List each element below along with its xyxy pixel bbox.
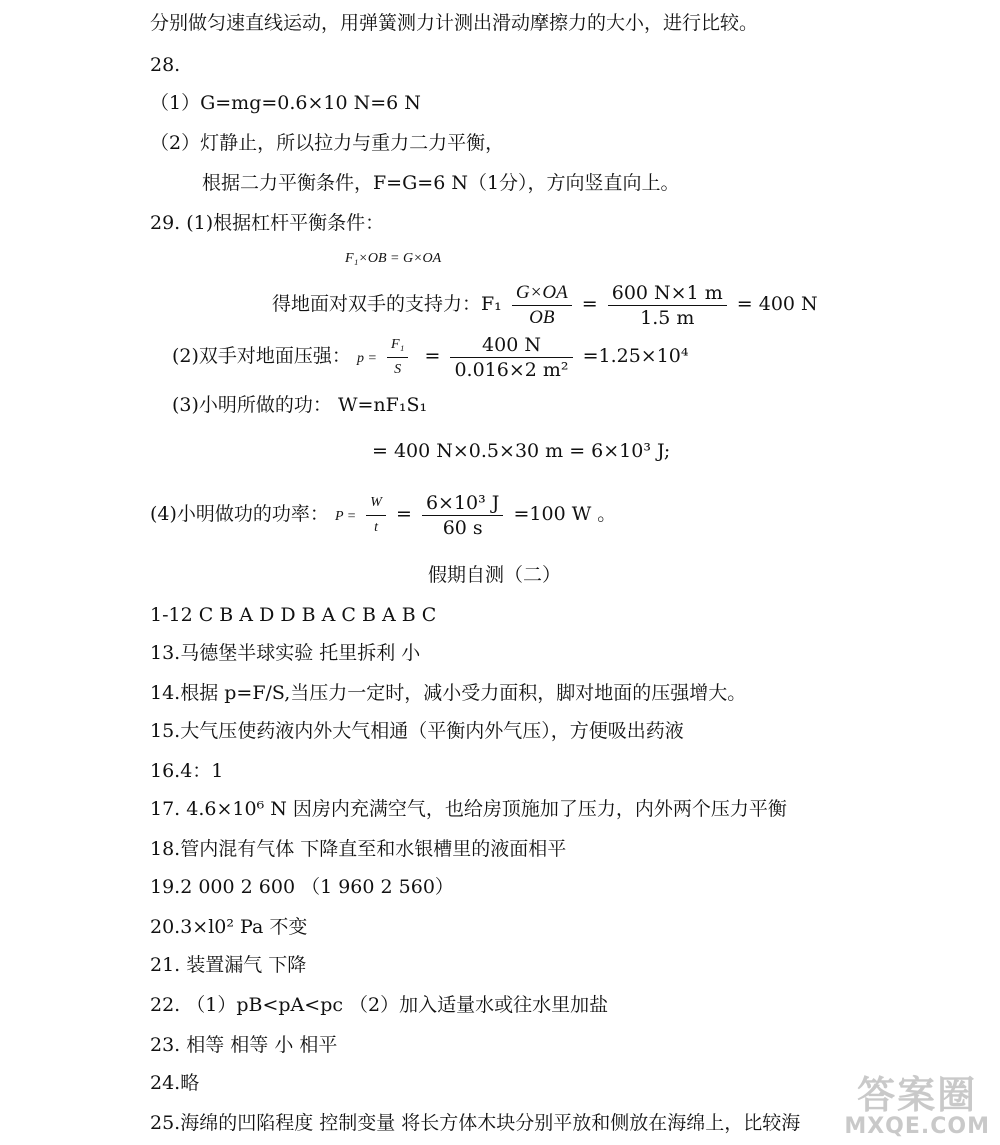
answer-19: 19.2 000 2 600 （1 960 2 560） <box>150 876 454 898</box>
answer-28-2: （2）灯静止，所以拉力与重力二力平衡， <box>150 132 505 154</box>
fraction-denominator: 60 s <box>422 515 503 540</box>
answer-28-2-continued: 根据二力平衡条件，F=G=6 N（1分），方向竖直向上。 <box>202 172 680 194</box>
fraction-numerator: G×OA <box>515 281 568 303</box>
answer-18: 18.管内混有气体 下降直至和水银槽里的液面相平 <box>150 838 567 860</box>
watermark-logo <box>844 1075 990 1139</box>
watermark-text: 答案圈 <box>857 1073 978 1117</box>
fraction-denominator: t <box>366 515 386 540</box>
fraction-denominator: OB <box>512 305 572 330</box>
fraction-numerator: F₁ <box>390 336 405 352</box>
support-force-label: 得地面对双手的支持力：F₁ <box>272 293 502 315</box>
answer-21: 21. 装置漏气 下降 <box>150 954 307 976</box>
power-equation <box>150 488 616 543</box>
fraction-numeric-power <box>422 491 503 540</box>
answer-13: 13.马德堡半球实验 托里拆利 小 <box>150 642 421 664</box>
power-label: (4)小明做功的功率： <box>150 503 329 525</box>
answer-25: 25.海绵的凹陷程度 控制变量 将长方体木块分别平放和侧放在海绵上，比较海 <box>150 1112 801 1134</box>
fraction-g-oa-over-ob <box>512 281 572 330</box>
answer-24: 24.略 <box>150 1072 200 1094</box>
answer-15: 15.大气压使药液内外大气相通（平衡内外气压），方便吸出药液 <box>150 720 684 742</box>
lever-equation: F₁×OB = G×OA <box>345 251 442 266</box>
pressure-label: (2)双手对地面压强： <box>172 345 351 367</box>
answer-28-1: （1）G=mg=0.6×10 N=6 N <box>150 92 421 114</box>
fraction-denominator: 1.5 m <box>608 305 727 330</box>
pressure-equation <box>172 330 689 385</box>
pressure-result: =1.25×10⁴ <box>582 345 689 367</box>
fraction-denominator: S <box>387 357 408 382</box>
answer-22: 22. （1）pB<pA<pc （2）加入适量水或往水里加盐 <box>150 994 609 1016</box>
equals-sign: = <box>418 345 441 367</box>
fraction-denominator: 0.016×2 m² <box>450 357 572 382</box>
work-equation: (3)小明所做的功： W=nF₁S₁ <box>172 394 428 416</box>
watermark-url: MXQE.COM <box>844 1114 990 1139</box>
section-title: 假期自测（二） <box>428 564 562 586</box>
answer-16: 16.4：1 <box>150 760 224 782</box>
answer-17: 17. 4.6×10⁶ N 因房内充满空气，也给房顶施加了压力，内外两个压力平衡 <box>150 798 787 820</box>
support-force-equation <box>272 278 818 330</box>
fraction-numeric-pressure <box>450 333 572 382</box>
fraction-w-over-t <box>366 491 386 540</box>
answers-1-12: 1-12 C B A D D B A C B A B C <box>150 604 437 626</box>
pressure-symbol: p = <box>356 351 377 366</box>
answer-20: 20.3×l0² Pa 不变 <box>150 916 308 938</box>
fraction-f-over-s <box>387 333 408 382</box>
power-result: =100 W 。 <box>513 503 617 525</box>
answer-23: 23. 相等 相等 小 相平 <box>150 1034 338 1056</box>
fraction-numerator: 6×10³ J <box>425 491 500 514</box>
power-symbol: P = <box>334 509 357 524</box>
text-line-friction: 分别做匀速直线运动，用弹簧测力计测出滑动摩擦力的大小，进行比较。 <box>150 12 759 34</box>
fraction-numerator: 600 N×1 m <box>611 281 723 304</box>
work-equation-continued: = 400 N×0.5×30 m = 6×10³ J; <box>372 440 671 462</box>
answer-14: 14.根据 p=F/S,当压力一定时，减小受力面积，脚对地面的压强增大。 <box>150 682 747 704</box>
fraction-numeric-support <box>608 281 727 330</box>
fraction-numerator: W <box>370 494 382 510</box>
answer-29-1: 29. (1)根据杠杆平衡条件： <box>150 212 385 234</box>
equals-sign: = <box>581 293 598 315</box>
support-force-result: = 400 N <box>736 293 818 315</box>
fraction-numerator: 400 N <box>482 333 541 356</box>
question-28-number: 28. <box>150 54 181 76</box>
equals-sign: = <box>395 503 412 525</box>
